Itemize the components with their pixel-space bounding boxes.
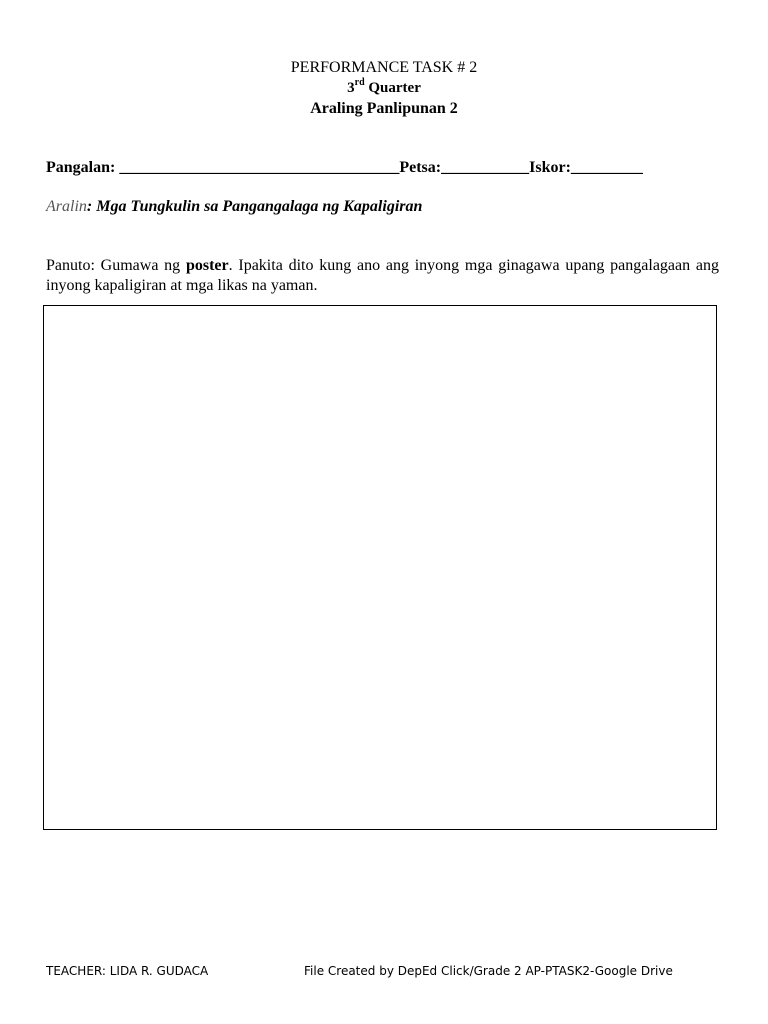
task-title: PERFORMANCE TASK # 2 <box>290 59 478 76</box>
instructions-lead: Panuto: Gumawa ng <box>46 257 186 274</box>
name-field[interactable]: ___________________________________ <box>119 159 400 176</box>
lesson-line <box>46 198 422 216</box>
lesson-title: : Mga Tungkulin sa Pangangalaga ng Kapaligiran <box>86 198 423 215</box>
instructions <box>46 256 719 296</box>
poster-drawing-area[interactable] <box>43 305 717 830</box>
name-label: Pangalan: <box>46 159 120 176</box>
student-info-line <box>46 159 643 177</box>
worksheet-header <box>0 58 768 120</box>
date-label: Petsa: <box>399 159 442 176</box>
lesson-label: Aralin <box>46 198 87 215</box>
quarter-word: Quarter <box>364 80 421 96</box>
date-field[interactable]: ___________ <box>441 159 530 176</box>
quarter-heading <box>0 78 768 98</box>
quarter-suffix: rd <box>354 77 365 88</box>
footer-teacher: TEACHER: LIDA R. GUDACA <box>46 964 209 978</box>
score-field[interactable]: _________ <box>570 159 643 176</box>
instructions-rest: . Ipakita dito kung ano ang inyong mga ginagawa upang pangalagaan ang inyong kapaligiran at mga likas na yaman. <box>46 257 719 294</box>
instructions-emphasis: poster <box>185 257 229 274</box>
quarter-number: 3 <box>347 80 355 96</box>
subject-heading: Araling Panlipunan 2 <box>310 100 458 117</box>
footer-source: File Created by DepEd Click/Grade 2 AP-PTASK2-Google Drive <box>304 964 673 978</box>
score-label: Iskor: <box>529 159 571 176</box>
